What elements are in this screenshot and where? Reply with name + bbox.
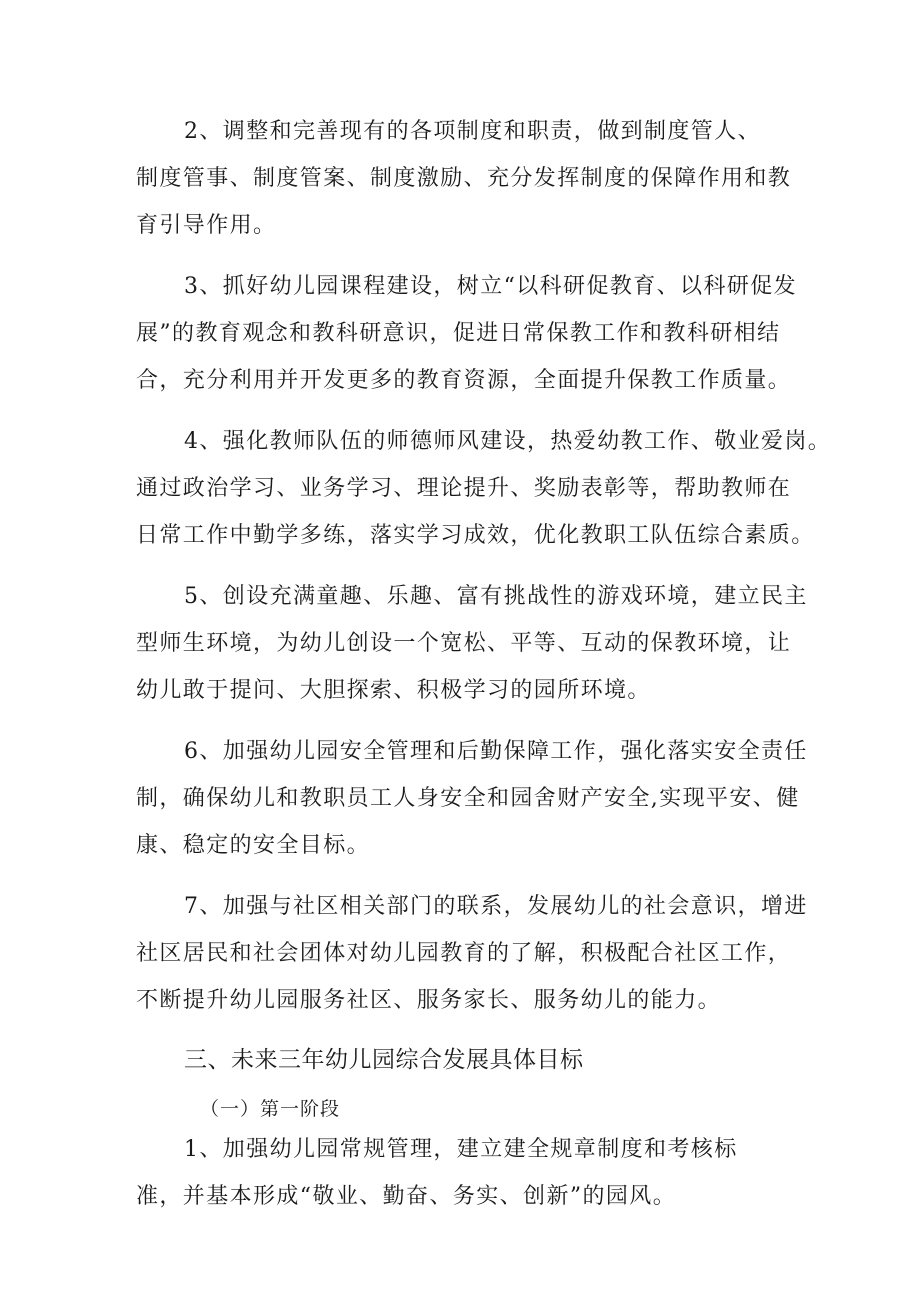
paragraph-line: 5、创设充满童趣、乐趣、富有挑战性的游戏环境，建立民主 [184,584,808,609]
paragraph-line: 制度管事、制度管案、制度激励、充分发挥制度的保障作用和教 [136,166,792,191]
paragraph-line: 不断提升幼儿园服务社区、服务家长、服务幼儿的能力。 [136,988,722,1013]
paragraph-line: 制，确保幼儿和教职员工人身安全和园舍财产安全,实现平安、健 [136,786,800,811]
paragraph-line: 日常工作中勤学多练，落实学习成效，优化教职工队伍综合素质。 [136,523,815,548]
paragraph-line: 康、稳定的安全目标。 [136,833,371,858]
paragraph-item-2 [136,108,796,249]
paragraph-line: 合，充分利用并开发更多的教育资源，全面提升保教工作质量。 [136,368,792,393]
paragraph-line: 6、加强幼儿园安全管理和后勤保障工作，强化落实安全责任 [184,739,808,764]
paragraph-item-5 [136,573,808,714]
paragraph-line: 型师生环境，为幼儿创设一个宽松、平等、互动的保教环境，让 [136,631,792,656]
paragraph-line: 社区居民和社会团体对幼儿园教育的了解，积极配合社区工作， [136,941,792,966]
paragraph-line: 展”的教育观念和教科研意识，促进日常保教工作和教科研相结 [136,321,781,346]
paragraph-line: 3、抓好幼儿园课程建设，树立“以科研促教育、以科研促发 [184,274,798,299]
subsection-heading: （一）第一阶段 [200,1098,341,1120]
paragraph-item-stage1-1 [136,1126,796,1220]
paragraph-item-3 [136,263,796,404]
paragraph-line: 准，并基本形成“敬业、勤奋、务实、创新”的园风。 [136,1184,677,1209]
paragraph-item-6 [136,728,808,869]
paragraph-item-7 [136,883,808,1024]
paragraph-line: 4、强化教师队伍的师德师风建设，热爱幼教工作、敬业爱岗。 [184,429,832,454]
paragraph-line: 1、加强幼儿园常规管理，建立建全规章制度和考核标 [184,1137,738,1162]
paragraph-item-4 [136,418,832,559]
document-body [136,108,832,1234]
section-heading: 三、未来三年幼儿园综合发展具体目标 [184,1047,584,1073]
paragraph-line: 2、调整和完善现有的各项制度和职责，做到制度管人、 [184,119,761,144]
paragraph-line: 幼儿敢于提问、大胆探索、积极学习的园所环境。 [136,678,651,703]
paragraph-line: 通过政治学习、业务学习、理论提升、奖励表彰等，帮助教师在 [136,476,792,501]
paragraph-line: 7、加强与社区相关部门的联系，发展幼儿的社会意识，增进 [184,894,808,919]
paragraph-line: 育引导作用。 [136,213,277,238]
